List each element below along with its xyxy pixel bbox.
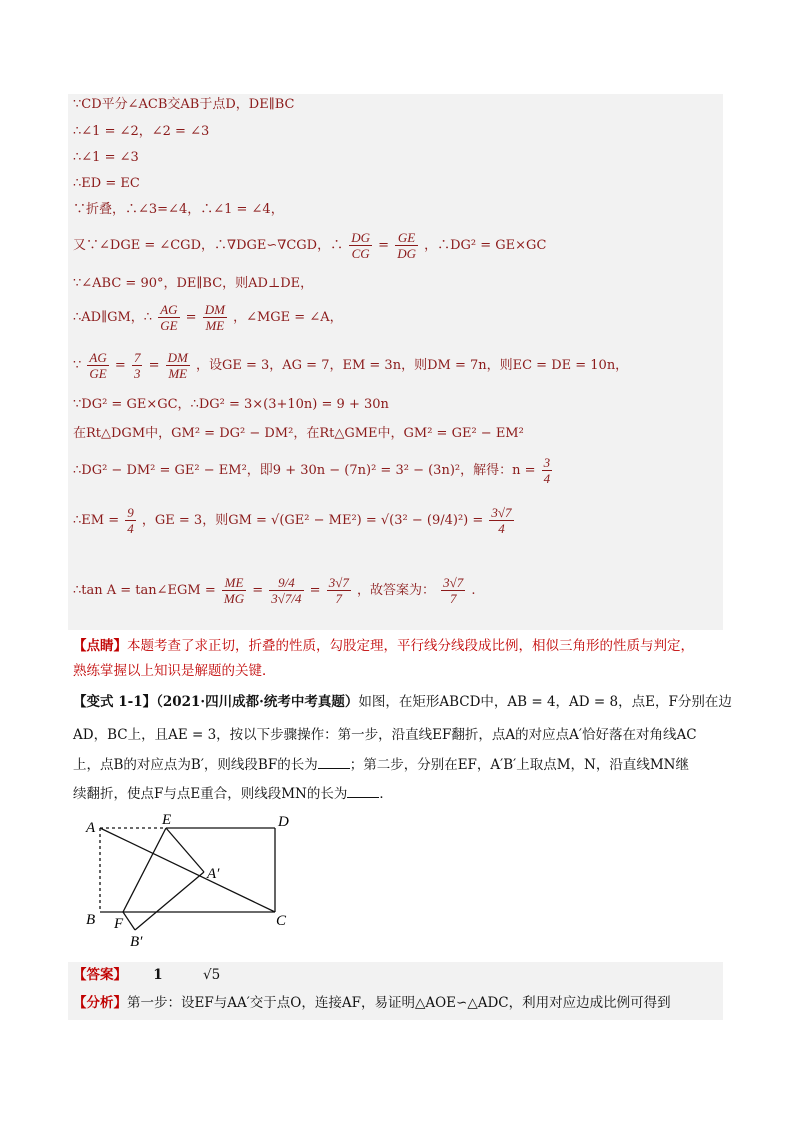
frac-dm-me-2: $\frac{DM}{ME}$ <box>167 350 188 381</box>
label-A: A <box>86 820 96 836</box>
frac-ag-ge-2: $\frac{AG}{GE}$ <box>89 350 107 381</box>
solution-line-5: ∵折叠，∴∠3=∠4，∴∠1 = ∠4， <box>73 202 284 217</box>
diagonal-AC <box>100 828 275 912</box>
line9-tail: ，设GE = 3，AG = 7，EM = 3n，则DM = 7n，则EC = DE = 10n， <box>195 358 629 373</box>
label-A-prime: A′ <box>207 866 220 882</box>
segment-EA1 <box>166 828 204 872</box>
frac-nested: $\frac{9/4}{3√7/4}$ <box>271 575 302 606</box>
frac-n-value: $\frac{3}{4}$ <box>543 455 551 486</box>
solution-line-9: ∵ $\frac{AG}{GE}$ = $\frac{7}{3}$ = $\frac{DM}{ME}$ ，设GE = 3，AG = 7，EM = 3n，则DM = 7n，则EC = DE = 10n， <box>73 350 629 381</box>
solution-line-6: 又∵∠DGE = ∠CGD，∴∇DGE∽∇CGD，∴ $\frac{DG}{CG}$ = $\frac{GE}{DG}$ ，∴DG² = GE×GC <box>73 230 547 261</box>
solution-line-14: ∴tan A = tan∠EGM = $\frac{ME}{MG}$ = $\frac{9/4}{3√7/4}$ = $\frac{3√7}{7}$ ，故答案为： $\frac{3√7}{7}$ . <box>73 575 476 606</box>
solution-line-8: ∴AD∥GM，∴ $\frac{AG}{GE}$ = $\frac{DM}{ME}$ ，∠MGE = ∠A， <box>73 302 343 333</box>
frac-ag-ge: $\frac{AG}{GE}$ <box>160 302 178 333</box>
answer-value-1: 1 <box>153 967 163 983</box>
label-C: C <box>276 913 287 929</box>
answer-tag: 【答案】 <box>73 967 127 983</box>
problem-line-1: 【变式 1-1】（2021·四川成都·统考中考真题）如图，在矩形ABCD中，AB = 4，AD = 8，点E，F分别在边 <box>73 694 732 710</box>
label-D: D <box>278 814 289 830</box>
problem-line-4: 续翻折，使点F与点E重合，则线段MN的长为 ． <box>73 782 393 806</box>
label-F: F <box>114 916 124 932</box>
solution-line-7: ∵∠ABC = 90°，DE∥BC，则AD⊥DE， <box>73 276 314 291</box>
frac-gm-value: $\frac{3√7}{4}$ <box>491 505 512 536</box>
frac-dg-cg: $\frac{DG}{CG}$ <box>351 230 371 261</box>
segment-A1B1 <box>135 872 204 930</box>
answer-blank-1[interactable] <box>318 754 350 769</box>
segment-EF <box>123 828 166 912</box>
comment-line-1: 【点睛】本题考查了求正切，折叠的性质，勾股定理，平行线分线段成比例，相似三角形的性质与判定， <box>73 638 694 654</box>
problem-tag: 【变式 1-1】 <box>73 694 157 710</box>
frac-ge-dg: $\frac{GE}{DG}$ <box>397 230 416 261</box>
frac-dm-me: $\frac{DM}{ME}$ <box>204 302 225 333</box>
problem-line-2: AD，BC上，且AE = 3，按以下步骤操作：第一步，沿直线EF翻折，点A的对应点A′恰好落在对角线AC <box>73 727 697 743</box>
solution-line-1: ∵CD平分∠ACB交AB于点D，DE∥BC <box>73 97 295 112</box>
rectangle-figure <box>78 812 378 952</box>
solution-line-2: ∴∠1 = ∠2，∠2 = ∠3 <box>73 124 210 139</box>
comment-tag: 【点睛】 <box>73 638 127 654</box>
solution-line-10: ∵DG² = GE×GC，∴DG² = 3×(3+10n) = 9 + 30n <box>73 397 389 412</box>
frac-em-value: $\frac{9}{4}$ <box>127 505 134 536</box>
comment-line-2: 熟练掌握以上知识是解题的关键． <box>73 663 276 679</box>
segment-FB1 <box>123 912 135 930</box>
problem-line-3: 上，点B的对应点为B′，则线段BF的长为 ；第二步，分别在EF，A′B′上取点M，N，沿直线MN继 <box>73 753 689 777</box>
line8-tail: ，∠MGE = ∠A， <box>233 310 343 325</box>
line8-text: ∴AD∥GM，∴ <box>73 310 153 325</box>
frac-7-3: $\frac{7}{3}$ <box>133 350 141 381</box>
answer-line <box>73 964 220 986</box>
line6-tail: ，∴DG² = GE×GC <box>424 238 547 253</box>
solution-line-13: ∴EM = $\frac{9}{4}$ ，GE = 3，则GM = √(GE² − ME²) = √(3² − (9/4)²) = $\frac{3√7}{4}$ <box>73 505 512 536</box>
analysis-tag: 【分析】 <box>73 995 127 1011</box>
solution-line-11: 在Rt△DGM中，GM² = DG² − DM²，在Rt△GME中，GM² = GE² − EM² <box>73 426 524 441</box>
label-B: B <box>86 912 96 928</box>
solution-line-3: ∴∠1 = ∠3 <box>73 150 139 165</box>
answer-blank-2[interactable] <box>347 783 379 798</box>
line6-text: 又∵∠DGE = ∠CGD，∴∇DGE∽∇CGD，∴ <box>73 238 344 253</box>
solution-line-12: ∴DG² − DM² = GE² − EM²，即9 + 30n − (7n)² = 3² − (3n)²，解得：n = $\frac{3}{4}$ <box>73 455 551 486</box>
problem-source: （2021·四川成都·统考中考真题） <box>156 694 359 710</box>
frac-tan-value: $\frac{3√7}{7}$ <box>328 575 349 606</box>
analysis-line: 【分析】第一步：设EF与AA′交于点O，连接AF，易证明△AOE∽△ADC，利用对应边成比例可得到 <box>73 995 671 1011</box>
label-B-prime: B′ <box>130 934 143 950</box>
label-E: E <box>162 812 172 828</box>
frac-answer: $\frac{3√7}{7}$ <box>443 575 464 606</box>
frac-me-mg: $\frac{ME}{MG}$ <box>223 575 245 606</box>
answer-value-2: √5 <box>203 967 221 983</box>
solution-line-4: ∴ED = EC <box>73 176 140 191</box>
